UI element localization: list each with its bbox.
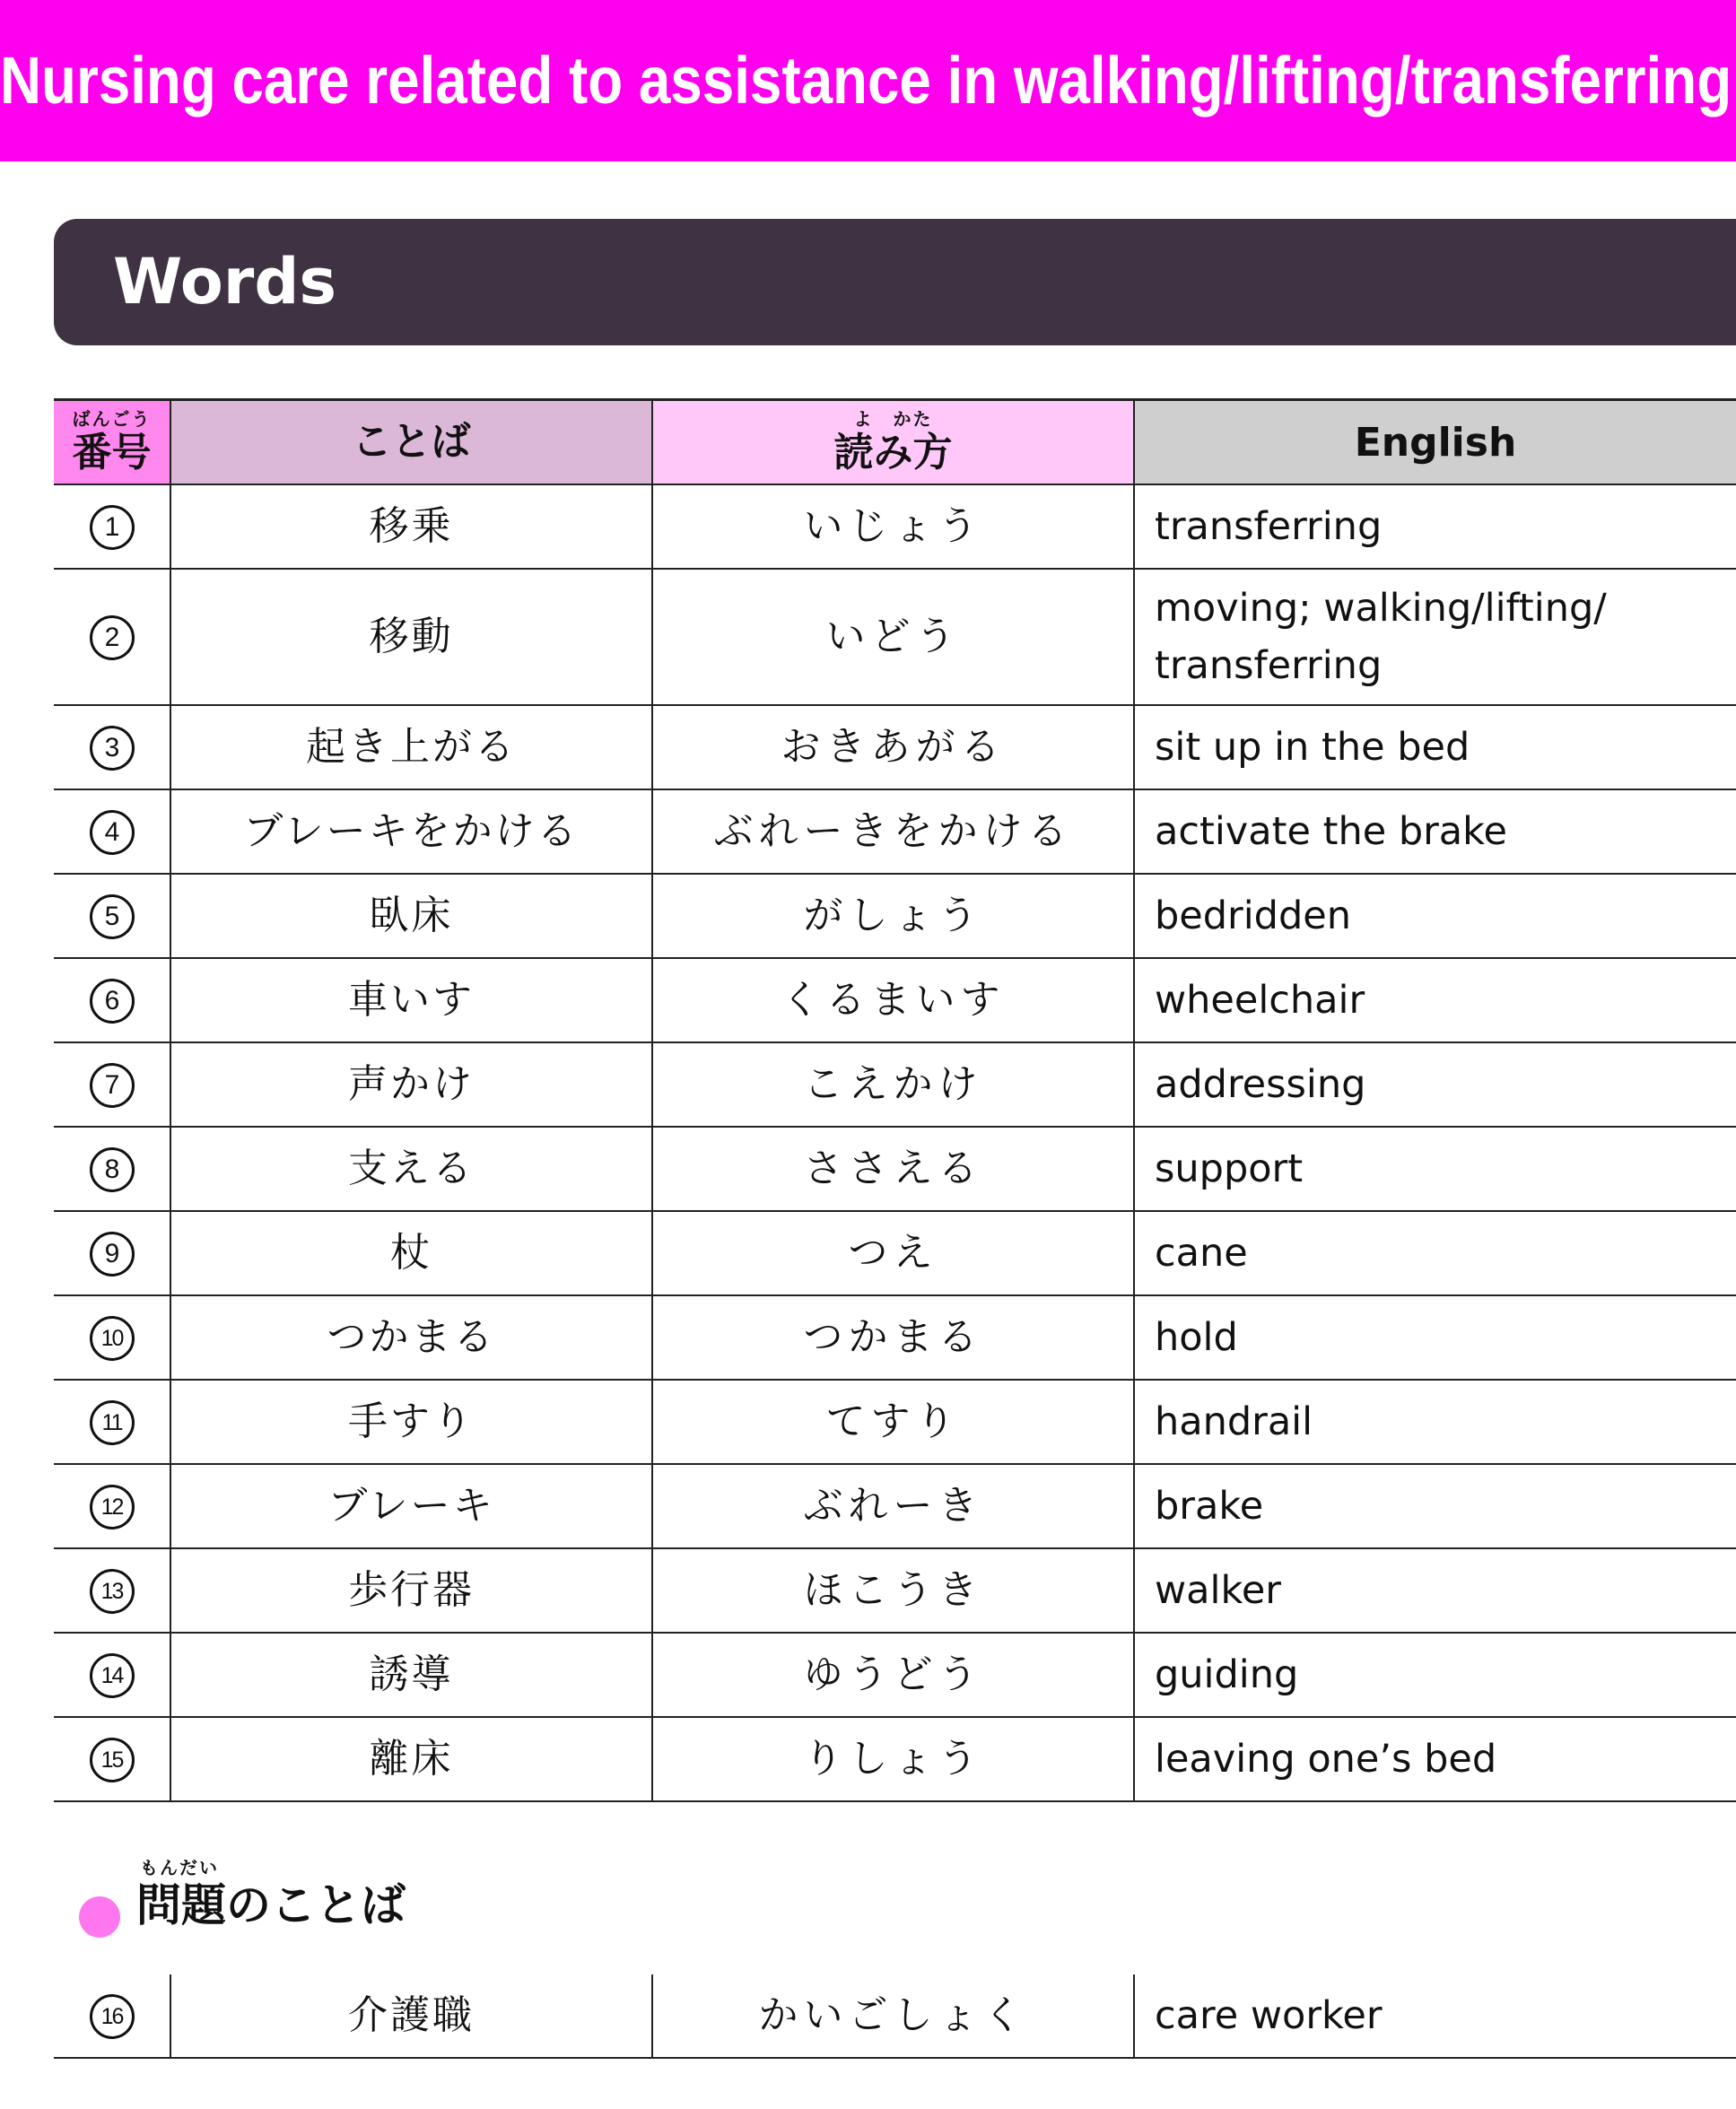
row-reading <box>652 1211 1134 1295</box>
row-word-text: 移乗 <box>369 503 454 549</box>
table-row <box>54 1127 1736 1211</box>
row-word <box>170 1633 652 1717</box>
row-word <box>170 874 652 958</box>
row-number <box>54 1633 170 1717</box>
row-reading <box>652 1127 1134 1211</box>
row-english <box>1134 1974 1736 2058</box>
row-reading <box>652 1548 1134 1633</box>
row-word <box>170 484 652 569</box>
table-row <box>54 1633 1736 1717</box>
row-reading-text: りしょう <box>803 1736 983 1782</box>
row-english <box>1134 484 1736 569</box>
row-english <box>1134 1295 1736 1380</box>
table-row <box>54 1717 1736 1801</box>
row-reading-text: ささえる <box>803 1146 983 1191</box>
page-title: Nursing care related to assistance in walking/lifting/transferring <box>0 43 1732 118</box>
header-number <box>54 400 170 485</box>
header-reading-ruby: よ かた <box>853 408 933 430</box>
row-reading <box>652 569 1134 705</box>
row-word <box>170 1127 652 1211</box>
row-word-text: 歩行器 <box>348 1567 475 1613</box>
row-word-text: 手すり <box>348 1399 475 1444</box>
row-number <box>54 1548 170 1633</box>
row-number <box>54 874 170 958</box>
row-english-text: transferring <box>1155 504 1383 549</box>
table-row <box>54 1211 1736 1295</box>
row-word-text: 声かけ <box>348 1061 475 1107</box>
header-number-label: 番号 <box>72 430 152 475</box>
row-number-badge: 11 <box>90 1400 135 1445</box>
row-word-text: 車いす <box>348 977 475 1023</box>
header-reading <box>652 400 1134 485</box>
row-english-text: activate the brake <box>1155 809 1507 854</box>
table-header-row <box>54 400 1736 485</box>
row-reading <box>652 789 1134 874</box>
row-number <box>54 1211 170 1295</box>
row-word <box>170 1042 652 1127</box>
problem-heading-title: 問題のことば <box>136 1879 406 1931</box>
row-reading-text: こえかけ <box>803 1061 983 1107</box>
row-word <box>170 1464 652 1548</box>
header-word-label: ことば <box>352 419 471 465</box>
table-row <box>54 1295 1736 1380</box>
row-english <box>1134 874 1736 958</box>
row-word-text: ブレーキをかける <box>243 808 580 854</box>
row-english <box>1134 1464 1736 1548</box>
row-english <box>1134 705 1736 789</box>
row-english <box>1134 1633 1736 1717</box>
table-row <box>54 569 1736 705</box>
row-number <box>54 569 170 705</box>
row-reading <box>652 1974 1134 2058</box>
table-row <box>54 705 1736 789</box>
table-row <box>54 1464 1736 1548</box>
row-number <box>54 1380 170 1464</box>
row-reading-text: ほこうき <box>803 1567 983 1613</box>
row-english <box>1134 1042 1736 1127</box>
row-reading-text: てすり <box>825 1399 961 1444</box>
row-word <box>170 1380 652 1464</box>
row-reading-text: つえ <box>848 1230 938 1276</box>
row-word-text: 杖 <box>390 1230 432 1276</box>
row-english-text: care worker <box>1155 1993 1383 2038</box>
row-number <box>54 958 170 1042</box>
row-reading <box>652 958 1134 1042</box>
row-number-badge: 13 <box>90 1569 135 1614</box>
row-number <box>54 1974 170 2058</box>
section-title: Words <box>113 245 337 318</box>
row-reading-text: ぶれーきをかける <box>713 808 1073 854</box>
row-english-text: sit up in the bed <box>1155 725 1470 770</box>
row-number-badge: 14 <box>90 1653 135 1698</box>
table-row <box>54 484 1736 569</box>
row-word-text: 起き上がる <box>306 724 517 770</box>
row-number-badge: 15 <box>90 1738 135 1782</box>
row-number <box>54 1295 170 1380</box>
row-word <box>170 1295 652 1380</box>
row-number <box>54 1464 170 1548</box>
row-reading <box>652 874 1134 958</box>
row-word-text: 離床 <box>369 1736 454 1782</box>
row-reading <box>652 705 1134 789</box>
row-english-text: brake <box>1155 1484 1264 1529</box>
row-word <box>170 958 652 1042</box>
row-word <box>170 789 652 874</box>
row-word <box>170 705 652 789</box>
row-english-text: handrail <box>1155 1399 1313 1444</box>
row-english-text: support <box>1155 1146 1304 1191</box>
row-reading-text: ぶれーき <box>803 1483 983 1529</box>
row-number-badge: 9 <box>90 1232 135 1277</box>
row-english-text: wheelchair <box>1155 978 1365 1023</box>
row-reading-text: おきあがる <box>781 724 1006 770</box>
table-row <box>54 874 1736 958</box>
row-reading <box>652 1295 1134 1380</box>
table-row <box>54 789 1736 874</box>
row-english-text: moving; walking/lifting/ transferring <box>1155 586 1607 688</box>
row-reading-text: いどう <box>825 614 961 659</box>
row-number <box>54 1717 170 1801</box>
row-number <box>54 789 170 874</box>
header-english-label: English <box>1354 419 1517 466</box>
table-row <box>54 1974 1736 2058</box>
row-english <box>1134 1717 1736 1801</box>
row-word-text: 臥床 <box>369 893 454 938</box>
row-reading <box>652 484 1134 569</box>
row-word-text: 誘導 <box>369 1651 454 1697</box>
row-number <box>54 1042 170 1127</box>
row-english-text: bedridden <box>1155 893 1351 938</box>
words-table-body <box>54 484 1736 1801</box>
table-row <box>54 1042 1736 1127</box>
row-word-text: 介護職 <box>348 1992 475 2038</box>
row-number-badge: 10 <box>90 1316 135 1361</box>
header-word <box>170 400 652 485</box>
row-word-text: ブレーキ <box>327 1483 495 1529</box>
row-reading-text: がしょう <box>803 893 983 938</box>
row-number-badge: 5 <box>90 894 135 939</box>
row-number-badge: 2 <box>90 615 135 660</box>
row-english <box>1134 789 1736 874</box>
title-banner <box>0 0 1736 161</box>
row-english-text: guiding <box>1155 1652 1299 1697</box>
problem-table-body <box>54 1974 1736 2058</box>
row-english-text: cane <box>1155 1231 1248 1276</box>
problem-heading-ruby: もんだい <box>140 1857 219 1878</box>
row-number-badge: 7 <box>90 1063 135 1108</box>
row-word-text: つかまる <box>327 1314 496 1360</box>
row-reading <box>652 1380 1134 1464</box>
row-number-badge: 1 <box>90 505 135 550</box>
table-row <box>54 958 1736 1042</box>
row-english <box>1134 1127 1736 1211</box>
row-english-text: leaving one’s bed <box>1155 1737 1497 1782</box>
row-word <box>170 1717 652 1801</box>
row-english-text: addressing <box>1155 1062 1366 1107</box>
row-english-text: hold <box>1155 1315 1238 1360</box>
table-row <box>54 1548 1736 1633</box>
row-english-text: walker <box>1155 1568 1281 1613</box>
row-word <box>170 569 652 705</box>
row-reading-text: ゆうどう <box>803 1651 983 1697</box>
row-reading <box>652 1042 1134 1127</box>
row-word <box>170 1211 652 1295</box>
row-english <box>1134 569 1736 705</box>
row-word-text: 支える <box>348 1146 475 1191</box>
row-number <box>54 1127 170 1211</box>
row-word-text: 移動 <box>369 614 454 659</box>
row-number-badge: 16 <box>90 1994 135 2039</box>
row-number-badge: 4 <box>90 810 135 855</box>
words-section-header <box>54 219 1736 345</box>
row-reading-text: つかまる <box>803 1314 983 1360</box>
row-word <box>170 1548 652 1633</box>
words-table <box>54 398 1736 1802</box>
pink-bullet-icon <box>79 1896 120 1938</box>
row-reading <box>652 1464 1134 1548</box>
table-row <box>54 1380 1736 1464</box>
row-english <box>1134 958 1736 1042</box>
row-number-badge: 12 <box>90 1485 135 1529</box>
row-english <box>1134 1548 1736 1633</box>
header-number-ruby: ばんごう <box>72 408 152 430</box>
row-reading <box>652 1633 1134 1717</box>
row-number-badge: 8 <box>90 1147 135 1192</box>
row-number-badge: 3 <box>90 726 135 771</box>
row-number-badge: 6 <box>90 979 135 1024</box>
row-reading <box>652 1717 1134 1801</box>
row-reading-text: くるまいす <box>781 977 1006 1023</box>
problem-words-table <box>54 1974 1736 2059</box>
row-number <box>54 484 170 569</box>
row-word <box>170 1974 652 2058</box>
header-english <box>1134 400 1736 485</box>
row-english <box>1134 1380 1736 1464</box>
row-reading-text: かいごしょく <box>758 1992 1028 2038</box>
header-reading-label: 読み方 <box>833 430 953 475</box>
row-english <box>1134 1211 1736 1295</box>
row-reading-text: いじょう <box>803 503 983 549</box>
row-number <box>54 705 170 789</box>
